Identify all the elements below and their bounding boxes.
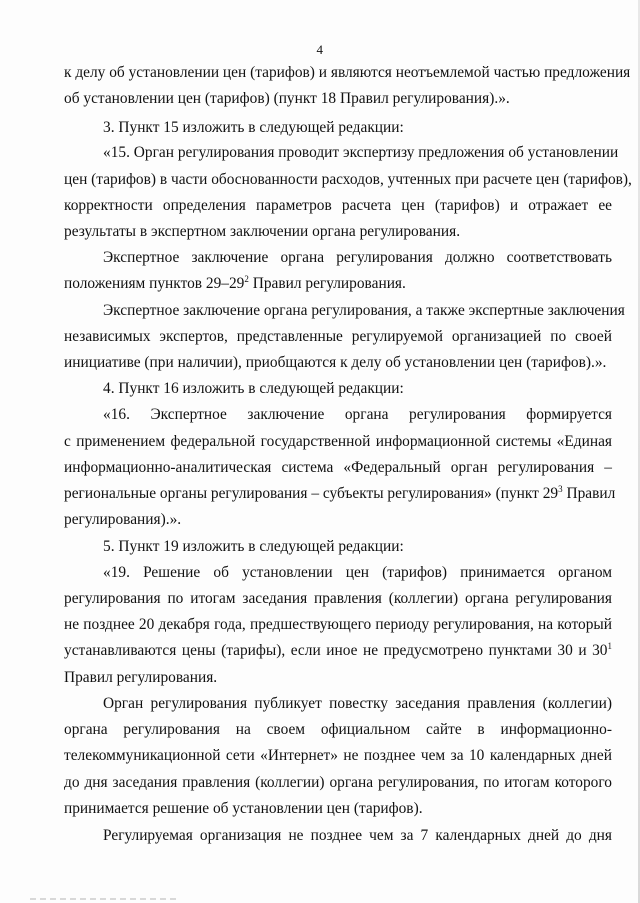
text-fragment: Правил регулирования. — [248, 275, 406, 292]
text-line: «16. Экспертное заключение органа регулирования формируется — [103, 406, 612, 423]
scan-bottom-strip — [0, 893, 640, 903]
text-line: с применением федеральной государственной информационной системы «Единая — [64, 433, 612, 450]
text-line — [64, 484, 616, 504]
text-line: информационно-аналитическая система «Федеральный орган регулирования – — [64, 459, 612, 476]
section-heading: 5. Пункт 19 изложить в следующей редакции: — [103, 538, 404, 555]
text-line: «15. Орган регулирования проводит экспертизу предложения об установлении — [103, 144, 619, 161]
section-heading: 3. Пункт 15 изложить в следующей редакции: — [103, 119, 404, 136]
superscript: 1 — [607, 641, 612, 651]
text-fragment: положениям пунктов 29–29 — [64, 275, 245, 292]
text-line: независимых экспертов, представленные регулируемой организацией по своей — [64, 328, 612, 345]
text-line: Экспертное заключение органа регулирования, а также экспертные заключения — [103, 302, 625, 319]
text-fragment: Правил — [562, 485, 616, 502]
text-line: регулирования по итогам заседания правления (коллегии) органа регулирования — [64, 590, 612, 607]
text-line: к делу об установлении цен (тарифов) и являются неотъемлемой частью предложения — [64, 64, 631, 81]
section-heading: 4. Пункт 16 изложить в следующей редакции: — [103, 380, 404, 397]
text-line — [64, 274, 612, 294]
text-line: «19. Решение об установлении цен (тарифов) принимается органом — [103, 564, 612, 581]
text-line: не позднее 20 декабря года, предшествующего периоду регулирования, на который — [64, 616, 612, 633]
text-line: результаты в экспертном заключении органа регулирования. — [64, 223, 461, 240]
page-number: 4 — [316, 42, 324, 57]
text-line: корректности определения параметров расчета цен (тарифов) и отражает ее — [64, 197, 612, 214]
text-line: цен (тарифов) в части обоснованности расходов, учтенных при расчете цен (тарифов), — [64, 171, 632, 188]
text-line: до дня заседания правления (коллегии) органа регулирования, по итогам которого — [64, 774, 612, 791]
superscript: 3 — [558, 484, 563, 494]
text-line: органа регулирования на своем официальном сайте в информационно- — [64, 721, 612, 738]
text-line: Правил регулирования. — [64, 669, 218, 686]
scan-artifact-mark — [30, 898, 180, 900]
text-line — [64, 641, 612, 661]
text-line: регулирования).». — [64, 511, 182, 528]
text-line: Орган регулирования публикует повестку заседания правления (коллегии) — [103, 695, 612, 712]
text-line: Регулируемая организация не позднее чем за 7 календарных дней до дня — [103, 827, 612, 844]
text-line: инициативе (при наличии), приобщаются к делу об установлении цен (тарифов).». — [64, 354, 607, 371]
text-fragment: региональные органы регулирования – субъекты регулирования» (пункт 29 — [64, 485, 559, 502]
text-line: об установлении цен (тарифов) (пункт 18 Правил регулирования).». — [64, 90, 510, 107]
text-line: принимается решение об установлении цен (тарифов). — [64, 800, 423, 817]
superscript: 2 — [244, 274, 249, 284]
text-line: телекоммуникационной сети «Интернет» не позднее чем за 10 календарных дней — [64, 747, 612, 764]
text-line: Экспертное заключение органа регулирования должно соответствовать — [103, 249, 612, 266]
text-fragment: устанавливаются цены (тарифы), если иное не предусмотрено пунктами 30 и 30 — [64, 642, 608, 659]
